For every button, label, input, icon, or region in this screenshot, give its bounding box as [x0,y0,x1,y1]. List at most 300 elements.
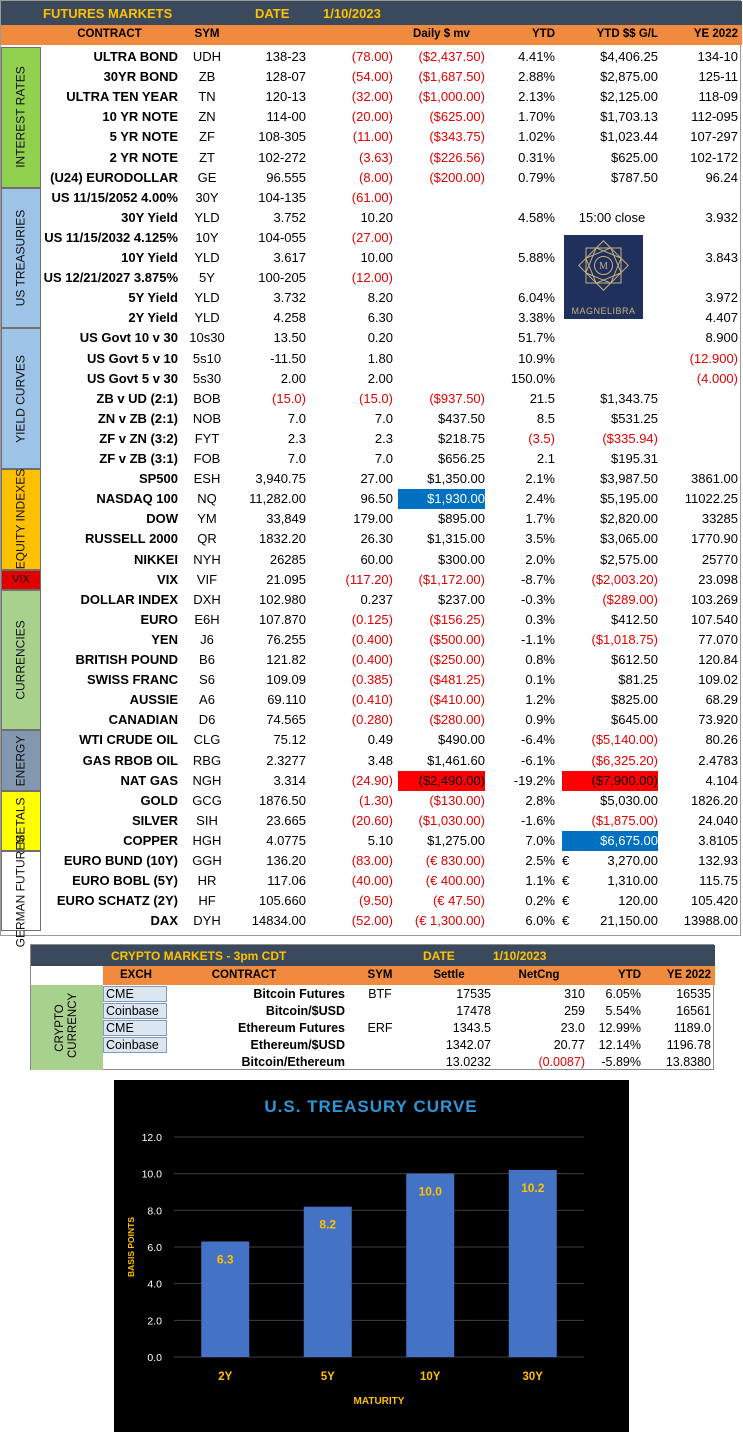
cell-ytd-mv: ($1,018.75) [591,631,658,647]
cell-name: US 12/21/2027 3.875% [43,270,178,286]
cell-ytd-mv: $787.50 [611,169,658,185]
cell-ytd-mv: $2,820.00 [600,511,658,527]
cell-sym: J6 [200,631,214,647]
cell-ye: 3861.00 [691,471,738,487]
crypto-cell-exch: Coinbase [103,1037,167,1053]
cell-ytd: 4.58% [518,209,555,225]
header-ytd-gl: YTD $$ G/L [596,28,658,40]
cell-chg: 1.80 [367,350,393,366]
cell-last: -11.50 [270,350,306,366]
cell-chg: (12.00) [351,270,393,286]
bar [509,1170,557,1357]
cell-ye: 118-09 [698,89,738,105]
cell-mv: (€ 400.00) [425,873,485,889]
cell-mv: $1,461.60 [427,752,485,768]
futures-row [41,469,741,489]
cell-last: 4.258 [273,310,306,326]
cell-mv: (€ 830.00) [425,853,485,868]
cell-ytd: -19.2% [513,772,555,788]
header-ye-2022: YE 2022 [693,28,738,40]
futures-row [41,630,741,650]
cell-ye: (4.000) [696,370,738,386]
crypto-cell-ytd: -5.89% [601,1055,641,1069]
category-block [1,834,41,948]
cell-ye: 125-11 [698,69,738,85]
cell-ye: 25770 [701,551,738,567]
cell-ye: 1826.20 [691,792,738,808]
crypto-cell-ye: 16535 [676,987,711,1001]
cell-ytd-mv: ($7,900.00) [562,771,658,791]
futures-row [41,811,741,831]
crypto-cell-contract: Bitcoin/Ethereum [241,1055,345,1069]
cell-mv: $237.00 [438,591,485,607]
cell-ye: 80.26 [705,732,738,748]
cell-ytd: 21.5 [529,390,555,406]
cell-name: 10 YR NOTE [102,109,178,125]
cell-sym: D6 [198,712,216,728]
treasury-curve-chart [114,1080,629,1432]
cell-ytd-mv: $1,703.13 [600,109,658,125]
futures-row [41,911,741,931]
cell-chg: (52.00) [351,913,393,929]
cell-chg: (78.00) [351,49,393,64]
category-block [1,730,41,790]
x-tick-label: 30Y [522,1371,543,1383]
cell-mv: ($1,030.00) [418,812,485,828]
category-block [1,188,41,329]
cell-name: 2 YR NOTE [109,149,178,165]
futures-row [41,429,741,449]
crypto-cell-settle: 13.0232 [445,1055,491,1069]
cell-ytd: 8.5 [536,410,555,426]
cell-mv [398,328,485,348]
cell-last: 11,282.00 [249,491,306,507]
cell-mv: ($130.00) [429,792,485,808]
category-label: YIELD CURVES [13,354,28,443]
crypto-cell-ye: 16561 [676,1004,711,1018]
cell-mv: $1,930.00 [398,489,485,509]
cell-mv: ($200.00) [429,169,485,185]
cell-name: NASDAQ 100 [96,491,178,507]
category-label: GERMAN FUTURES [13,834,28,948]
crypto-row [103,1037,715,1054]
crypto-cell-ye: 13.8380 [665,1055,711,1069]
category-block [1,469,41,570]
cell-ye: 13988.00 [683,913,738,929]
cell-ytd-mv: 1,310.00 [607,873,658,889]
bar-data-label: 10.2 [521,1181,545,1195]
header-ytd: YTD [532,28,555,40]
cell-name: EURO BUND (10Y) [63,853,178,868]
cell-ye: 23.098 [698,571,738,587]
crypto-header-sym: SYM [367,969,393,981]
futures-row [41,771,741,791]
cell-sym: SIH [196,812,218,828]
bar-data-label: 10.0 [418,1184,442,1199]
futures-row [41,831,741,851]
crypto-cell-sym: ERF [367,1021,393,1035]
crypto-header-ye: YE 2022 [666,969,711,981]
cell-name: SWISS FRANC [87,672,178,688]
cell-ytd-mv: $3,987.50 [600,471,658,487]
crypto-table [30,944,714,1070]
cell-chg: (20.00) [351,109,393,125]
cell-chg: (15.0) [359,390,393,406]
cell-last: (15.0) [272,390,306,406]
crypto-cell-ytd: 12.14% [598,1038,641,1052]
cell-ytd-mv: 3,270.00 [607,853,658,868]
cell-mv: $300.00 [438,551,485,567]
category-label: CURRENCIES [13,620,28,700]
cell-sym: FOB [193,451,221,466]
cell-ye: 3.843 [705,250,738,265]
cell-name: US Govt 5 v 10 [86,350,178,366]
cell-last: 114-00 [266,109,306,125]
cell-name: ZB v UD (2:1) [96,390,178,406]
cell-ye: 103.269 [691,591,738,607]
magnelibra-emblem-icon [564,235,643,305]
cell-last: 104-055 [258,229,306,245]
cell-mv: ($1,172.00) [418,571,485,587]
cell-sym: UDH [192,49,222,64]
cell-chg: (32.00) [351,89,393,105]
futures-row [41,369,741,389]
cell-mv: ($2,490.00) [398,771,485,791]
cell-sym: DYH [193,913,221,929]
cell-sym: NOB [192,410,222,426]
bar [406,1174,454,1357]
cell-last: 75.12 [273,732,306,748]
cell-sym: FYT [194,430,220,446]
cell-name: YEN [151,631,178,647]
cell-mv: ($1,687.50) [418,69,485,85]
bar-data-label: 6.3 [216,1252,234,1267]
cell-sym: VIF [196,571,218,587]
cell-ytd: 0.3% [525,611,555,627]
cell-mv: ($937.50) [429,390,485,406]
cell-name: WTI CRUDE OIL [79,732,178,748]
cell-ytd-mv: $1,343.75 [600,390,658,406]
cell-mv: $490.00 [438,732,485,748]
cell-ytd-mv: $2,575.00 [600,551,658,567]
cell-mv: $1,350.00 [427,471,485,487]
cell-chg: 0.237 [360,591,393,607]
cell-mv: ($226.56) [429,149,485,165]
cell-name: GOLD [140,792,178,808]
cell-sym: HGH [192,832,222,848]
crypto-cell-contract: Bitcoin/$USD [265,1004,345,1018]
cell-last: 136.20 [266,853,306,868]
cell-ytd: -1.1% [521,631,555,647]
cell-chg: (27.00) [351,229,393,245]
cell-ytd-mv: 120.00 [618,893,658,909]
cell-ytd-mv: $195.31 [611,451,658,466]
crypto-cell-exch: CME [103,1020,167,1036]
cell-ytd-mv [562,188,658,208]
cell-chg: 2.00 [367,370,393,386]
cell-last: 3.314 [273,772,306,788]
cell-last: 104-135 [258,189,306,205]
cell-name: ULTRA TEN YEAR [66,89,178,105]
cell-sym: NYH [193,551,221,567]
cell-last: 102-272 [258,149,306,165]
cell-sym: ESH [193,471,221,487]
magnelibra-logo [564,235,643,319]
cell-ye: 107-297 [690,129,738,145]
cell-chg: 0.49 [367,732,393,748]
cell-chg: 60.00 [360,551,393,567]
cell-ytd: 3.5% [525,531,555,547]
cell-sym: NQ [197,491,217,507]
cell-ytd-mv: 21,150.00 [600,913,658,929]
category-label: VIX [12,573,30,586]
x-tick-label: 5Y [320,1371,335,1383]
futures-row [41,871,741,891]
cell-ytd-mv: ($6,325.20) [591,752,658,768]
futures-row [41,349,741,369]
futures-row [41,891,741,911]
cell-chg: (3.63) [359,149,393,165]
futures-row [41,148,741,168]
cell-last: 69.110 [267,692,306,708]
futures-date: 1/10/2023 [323,6,381,21]
cell-sym: E6H [194,611,220,627]
futures-row [41,168,741,188]
crypto-cell-ye: 1189.0 [673,1021,711,1035]
cell-ye: 73.920 [698,712,738,728]
futures-header-row [1,25,742,45]
cell-ytd: 3.38% [518,310,555,326]
cell-sym: YLD [194,209,220,225]
cell-last: 4.0775 [266,832,306,848]
cell-sym: DXH [193,591,221,607]
category-label: US TREASURIES [13,209,28,307]
crypto-row [103,1020,715,1037]
cell-name: EURO SCHATZ (2Y) [56,893,178,909]
cell-mv [398,208,485,228]
cell-ytd: 1.02% [518,129,555,145]
chart-title: U.S. TREASURY CURVE [264,1097,478,1116]
y-tick-label: 4.0 [147,1278,162,1291]
futures-title-bar [1,1,742,25]
cell-ye: 102-172 [690,149,738,165]
futures-row [41,449,741,469]
cell-name: ZF v ZB (3:1) [99,451,178,466]
category-block [1,590,41,731]
cell-ye: 134-10 [697,49,738,64]
cell-last: 13.50 [273,330,306,346]
cell-sym: ZT [199,149,215,165]
futures-row [41,328,741,348]
cell-sym: CLG [193,732,221,748]
cell-ytd-mv: $1,023.44 [600,129,658,145]
crypto-cell-net: (0.0087) [538,1055,585,1069]
cell-ytd: 2.88% [518,69,555,85]
cell-last: 121.82 [266,652,306,667]
cell-ytd-mv: ($1,875.00) [591,812,658,828]
cell-ytd: 2.0% [525,551,555,567]
cell-ytd: 51.7% [518,330,555,346]
header-sym: SYM [194,28,220,40]
cell-mv: ($481.25) [429,672,485,688]
cell-last: 1832.20 [259,531,306,547]
cell-mv: $1,275.00 [427,832,485,848]
cell-last: 3.617 [273,250,306,265]
crypto-header-ytd: YTD [618,969,641,981]
cell-ytd: 0.8% [525,652,555,667]
cell-last: 7.0 [287,451,306,466]
cell-sym: HF [198,893,216,909]
cell-ytd: 1.7% [525,511,555,527]
cell-chg: (0.400) [351,652,393,667]
cell-ytd: 1.2% [525,692,555,708]
futures-row [41,650,741,670]
cell-mv: ($250.00) [429,652,485,667]
cell-chg: (24.90) [351,772,393,788]
cell-ye: 68.29 [705,692,738,708]
cell-last: 108-305 [258,129,306,145]
cell-mv [398,369,485,389]
cell-name: US 11/15/2032 4.125% [44,229,178,245]
cell-chg: 3.48 [367,752,393,768]
cell-name: ZF v ZN (3:2) [99,430,178,446]
cell-ytd-mv: $825.00 [611,692,658,708]
cell-chg: (61.00) [351,189,393,205]
cell-ytd: -0.3% [521,591,555,607]
futures-row [41,851,741,871]
cell-sym: S6 [199,672,215,688]
cell-last: 33,849 [266,511,306,527]
cell-ytd: 2.8% [525,792,555,808]
cell-sym: B6 [199,652,215,667]
cell-ye: 3.972 [705,290,738,306]
futures-row [41,751,741,771]
cell-last: 3,940.75 [255,471,306,487]
cell-chg: (83.00) [351,853,393,868]
cell-mv: $656.25 [438,451,485,466]
cell-last: 2.3 [287,430,306,446]
cell-ye: (12.900) [689,350,738,366]
cell-mv: ($410.00) [429,692,485,708]
futures-row [41,730,741,750]
cell-ytd: -8.7% [521,571,555,587]
cell-ye: 112-095 [691,109,738,125]
crypto-title-bar [31,945,715,966]
cell-ytd-mv: $412.50 [611,611,658,627]
futures-row [41,47,741,67]
cell-name: 5Y Yield [128,290,178,306]
bar-data-label: 8.2 [319,1217,337,1232]
cell-chg: (0.280) [351,712,393,728]
futures-row [41,791,741,811]
futures-row [41,710,741,730]
crypto-cell-contract: Ethereum/$USD [250,1038,345,1052]
cell-ytd: -6.1% [521,752,555,768]
futures-row [41,107,741,127]
cell-last: 128-07 [265,69,306,85]
cell-ytd: 10.9% [518,350,555,366]
y-tick-label: 12.0 [141,1132,162,1144]
cell-ytd-mv: $645.00 [611,712,658,728]
futures-row [41,690,741,710]
cell-mv: ($2,437.50) [418,49,485,64]
cell-ytd: 6.04% [518,290,555,306]
cell-name: AUSSIE [129,692,178,708]
cell-chg: (54.00) [351,69,393,85]
cell-last: 26285 [269,551,306,567]
cell-ytd: 0.31% [518,149,555,165]
cell-chg: (40.00) [351,873,393,889]
cell-ytd-mv: $5,195.00 [600,491,658,507]
cell-last: 21.095 [266,571,306,587]
cell-ye: 115.75 [699,873,738,889]
crypto-cell-contract: Ethereum Futures [238,1021,345,1035]
crypto-cell-settle: 17478 [456,1004,491,1018]
cell-chg: 6.30 [367,310,393,326]
cell-ytd: -1.6% [521,812,555,828]
cell-ytd-mv: $612.50 [611,652,658,667]
crypto-header-settle: Settle [433,969,465,981]
x-tick-label: 10Y [420,1371,441,1383]
cell-ytd-mv: ($335.94) [602,430,658,446]
cell-ytd: 2.1 [536,451,555,466]
cell-last: 120-13 [265,89,306,105]
cell-sym: GE [197,169,217,185]
cell-ytd-mv: 15:00 close [578,209,646,225]
cell-sym: ZN [198,109,216,125]
y-axis-title: BASIS POINTS [126,1217,136,1277]
cell-sym: 5s10 [192,350,222,366]
cell-name: EURO BOBL (5Y) [72,873,178,889]
cell-ytd-mv: $2,875.00 [600,69,658,85]
cell-sym: 10Y [195,229,219,245]
futures-row [41,409,741,429]
cell-sym: QR [197,531,217,547]
futures-row [41,489,741,509]
cell-name: EURO [140,611,178,627]
cell-chg: (0.125) [351,611,393,627]
futures-row [41,570,741,590]
cell-ytd: 0.79% [518,169,555,185]
cell-ye: 109.02 [698,672,738,688]
cell-chg: 7.0 [374,451,393,466]
futures-row [41,590,741,610]
cell-ytd-mv: $2,125.00 [600,89,658,105]
cell-ytd-mv: $625.00 [611,149,658,165]
futures-row [41,127,741,147]
cell-chg: (117.20) [345,571,393,587]
cell-sym: YM [197,511,217,527]
cell-name: DAX [150,913,178,929]
cell-mv: ($500.00) [429,631,485,647]
cell-chg: 8.20 [367,290,393,306]
cell-last: 2.3277 [266,752,306,768]
crypto-category [31,985,103,1070]
crypto-cell-exch: Coinbase [103,1003,167,1019]
category-block [1,328,41,469]
cell-ytd-mv: $81.25 [618,672,658,688]
crypto-row [103,1054,715,1071]
futures-row [41,208,741,228]
cell-mv: ($280.00) [429,712,485,728]
cell-chg: (0.410) [351,692,393,708]
futures-date-label: DATE [255,6,290,21]
cell-ye: 1770.90 [691,531,738,547]
cell-name: 10Y Yield [121,250,178,265]
cell-last: 76.255 [266,631,306,647]
euro-sign: € [562,853,570,868]
cell-last: 109.09 [266,672,306,688]
